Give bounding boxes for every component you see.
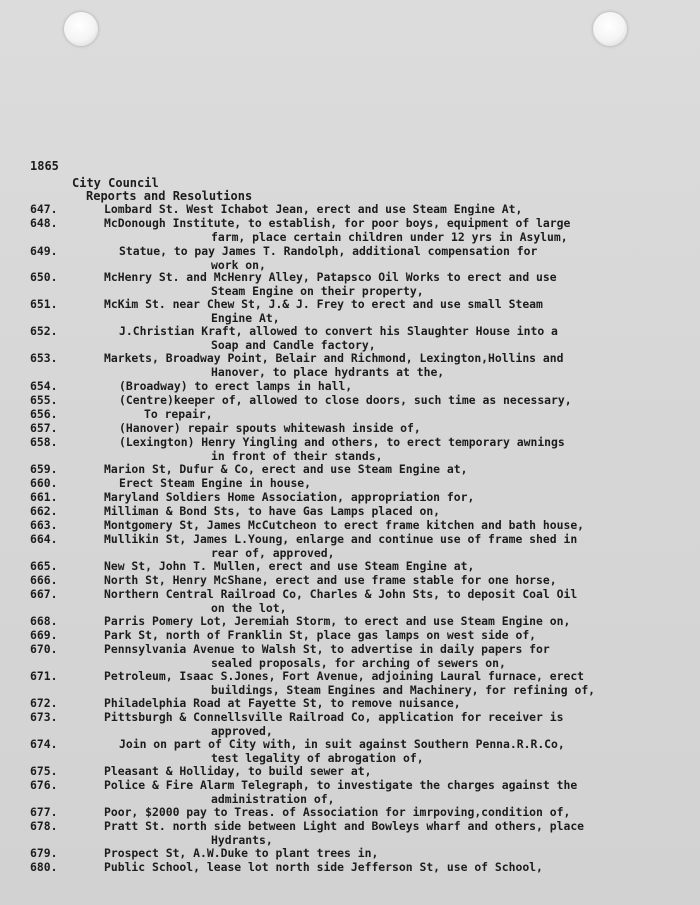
entry-number: 650. — [30, 270, 58, 284]
entry-continuation: Engine At, — [211, 310, 280, 325]
entry-text: To repair, — [144, 407, 213, 421]
entry-number: 678. — [30, 819, 58, 833]
entry-number: 655. — [30, 393, 58, 407]
entry-text: Erect Steam Engine in house, — [119, 476, 312, 490]
entry-continuation: Steam Engine on their property, — [211, 283, 424, 298]
entry-number: 648. — [30, 216, 58, 230]
entry-number: 672. — [30, 696, 58, 710]
entry-number: 677. — [30, 805, 58, 819]
entry-text: Prospect St, A.W.Duke to plant trees in, — [104, 846, 379, 860]
entry-text: (Centre)keeper of, allowed to close doors, such time as necessary, — [119, 393, 572, 407]
entry-number: 676. — [30, 778, 58, 792]
entry-text: Markets, Broadway Point, Belair and Richmond, Lexington,Hollins and — [104, 351, 564, 365]
entry-number: 662. — [30, 504, 58, 518]
entry-text: J.Christian Kraft, allowed to convert his Slaughter House into a — [119, 324, 558, 338]
entry-continuation: administration of, — [211, 791, 335, 806]
entry-number: 671. — [30, 669, 58, 683]
entry-text: Public School, lease lot north side Jefferson St, use of School, — [104, 860, 543, 874]
entry-text: Marion St, Dufur & Co, erect and use Steam Engine at, — [104, 462, 468, 476]
entry-number: 649. — [30, 244, 58, 258]
entry-number: 664. — [30, 532, 58, 546]
entry-text: Statue, to pay James T. Randolph, additional compensation for — [119, 244, 538, 258]
entry-number: 660. — [30, 476, 58, 490]
entry-number: 647. — [30, 202, 58, 216]
entry-text: Pittsburgh & Connellsville Railroad Co, application for receiver is — [104, 710, 564, 724]
entry-number: 659. — [30, 462, 58, 476]
entry-text: Maryland Soldiers Home Association, appropriation for, — [104, 490, 475, 504]
entry-number: 674. — [30, 737, 58, 751]
entry-number: 675. — [30, 764, 58, 778]
entry-text: Parris Pomery Lot, Jeremiah Storm, to erect and use Steam Engine on, — [104, 614, 571, 628]
entry-continuation: test legality of abrogation of, — [211, 750, 424, 765]
entry-continuation: Soap and Candle factory, — [211, 337, 376, 352]
entry-text: Milliman & Bond Sts, to have Gas Lamps placed on, — [104, 504, 441, 518]
entry-text: (Broadway) to erect lamps in hall, — [119, 379, 353, 393]
entry-text: Pennsylvania Avenue to Walsh St, to advertise in daily papers for — [104, 642, 550, 656]
entry-continuation: sealed proposals, for arching of sewers on, — [211, 655, 506, 670]
entry-text: Petroleum, Isaac S.Jones, Fort Avenue, adjoining Laural furnace, erect — [104, 669, 585, 683]
entry-text: Pleasant & Holliday, to build sewer at, — [104, 764, 372, 778]
entry-continuation: farm, place certain children under 12 yrs in Asylum, — [211, 229, 568, 244]
entry-number: 656. — [30, 407, 58, 421]
subheading-reports: Reports and Resolutions — [86, 189, 253, 203]
entry-text: (Hanover) repair spouts whitewash inside of, — [119, 421, 421, 435]
entry-text: Philadelphia Road at Fayette St, to remove nuisance, — [104, 696, 461, 710]
entry-text: Northern Central Railroad Co, Charles & John Sts, to deposit Coal Oil — [104, 587, 578, 601]
entry-continuation: Hanover, to place hydrants at the, — [211, 364, 445, 379]
entry-number: 669. — [30, 628, 58, 642]
year-label: 1865 — [30, 159, 59, 173]
entry-continuation: on the lot, — [211, 600, 287, 615]
entry-text: McDonough Institute, to establish, for poor boys, equipment of large — [104, 216, 571, 230]
entry-continuation: buildings, Steam Engines and Machinery, for refining of, — [211, 682, 596, 697]
entry-text: Park St, north of Franklin St, place gas lamps on west side of, — [104, 628, 537, 642]
entry-number: 667. — [30, 587, 58, 601]
entry-number: 666. — [30, 573, 58, 587]
entry-number: 657. — [30, 421, 58, 435]
entry-text: Poor, $2000 pay to Treas. of Association for imrpoving,condition of, — [104, 805, 571, 819]
entry-number: 652. — [30, 324, 58, 338]
entry-text: Join on part of City with, in suit against Southern Penna.R.R.Co, — [119, 737, 565, 751]
entry-number: 654. — [30, 379, 58, 393]
entry-text: McHenry St. and McHenry Alley, Patapsco Oil Works to erect and use — [104, 270, 557, 284]
entry-number: 653. — [30, 351, 58, 365]
entry-text: Mullikin St, James L.Young, enlarge and continue use of frame shed in — [104, 532, 578, 546]
entry-text: Pratt St. north side between Light and Bowleys wharf and others, place — [104, 819, 585, 833]
entry-number: 658. — [30, 435, 58, 449]
entry-text: New St, John T. Mullen, erect and use Steam Engine at, — [104, 559, 475, 573]
entry-continuation: in front of their stands, — [211, 448, 383, 463]
entry-number: 670. — [30, 642, 58, 656]
punch-hole-right — [593, 12, 627, 46]
entry-continuation: Hydrants, — [211, 832, 273, 847]
entry-text: Lombard St. West Ichabot Jean, erect and use Steam Engine At, — [104, 202, 523, 216]
entry-text: Montgomery St, James McCutcheon to erect frame kitchen and bath house, — [104, 518, 585, 532]
entry-text: North St, Henry McShane, erect and use frame stable for one horse, — [104, 573, 557, 587]
entry-continuation: rear of, approved, — [211, 545, 335, 560]
entry-number: 679. — [30, 846, 58, 860]
entry-number: 665. — [30, 559, 58, 573]
punch-hole-left — [64, 12, 98, 46]
entry-text: Police & Fire Alarm Telegraph, to investigate the charges against the — [104, 778, 578, 792]
entry-text: (Lexington) Henry Yingling and others, to erect temporary awnings — [119, 435, 565, 449]
entry-continuation: approved, — [211, 723, 273, 738]
entry-number: 680. — [30, 860, 58, 874]
entry-number: 663. — [30, 518, 58, 532]
entry-text: McKim St. near Chew St, J.& J. Frey to erect and use small Steam — [104, 297, 543, 311]
entry-number: 651. — [30, 297, 58, 311]
entry-continuation: work on, — [211, 257, 266, 272]
heading-city-council: City Council — [72, 176, 159, 190]
entry-number: 673. — [30, 710, 58, 724]
entry-number: 661. — [30, 490, 58, 504]
entry-number: 668. — [30, 614, 58, 628]
